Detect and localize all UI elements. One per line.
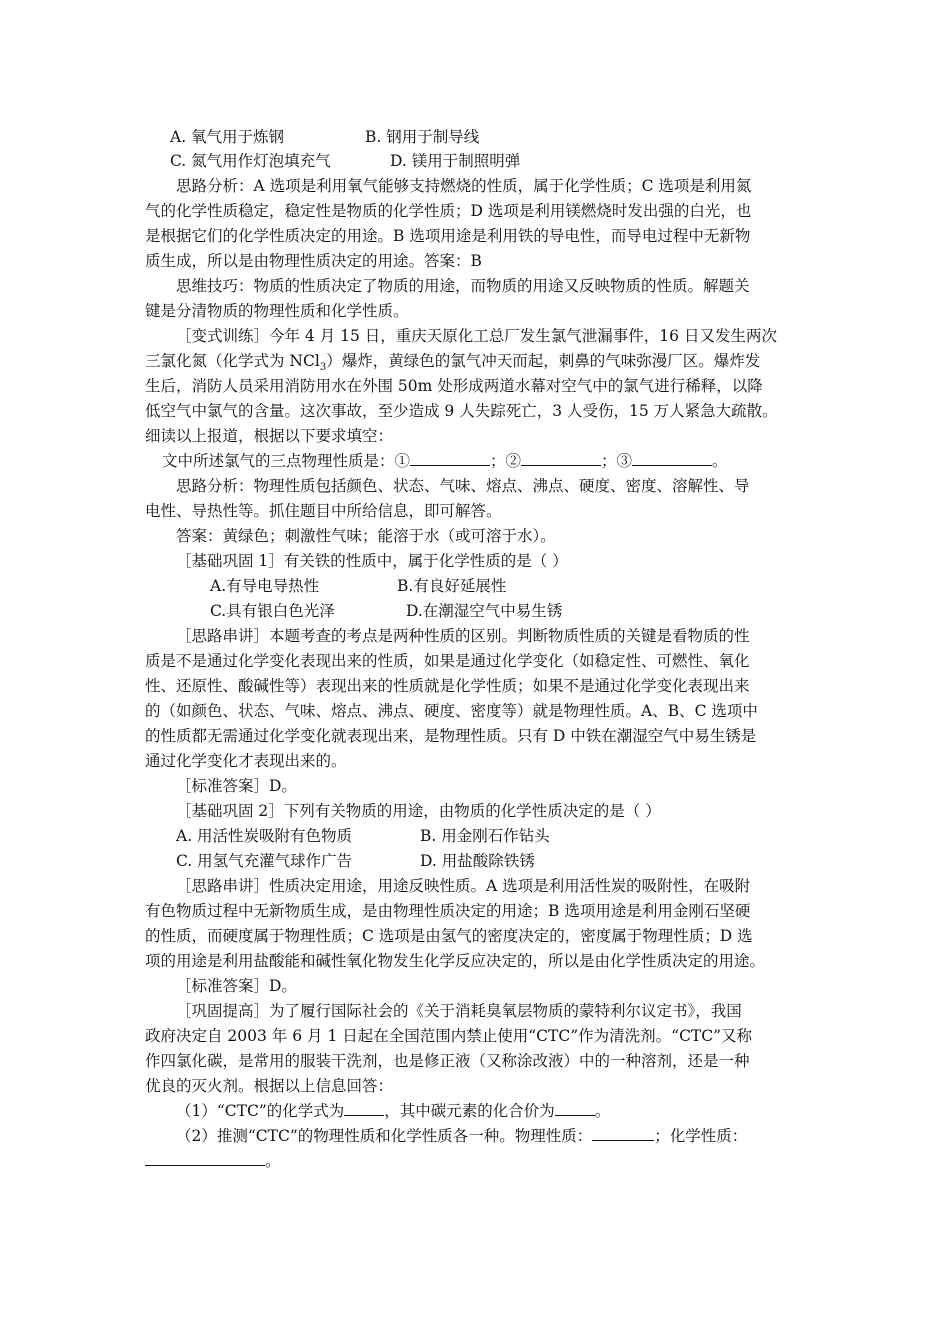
text-line: 是根据它们的化学性质决定的用途。B 选项用途是利用铁的导电性，而导电过程中无新物 <box>145 227 751 245</box>
text-line: 的（如颜色、状态、气味、熔点、沸点、硬度、密度等）就是物理性质。A、B、C 选项中 <box>145 702 758 720</box>
answer-blank[interactable] <box>632 449 712 466</box>
option-d: D.在潮湿空气中易生锈 <box>406 602 563 620</box>
text-line: 质是不是通过化学变化表现出来的性质，如果是通过化学变化（如稳定性、可燃性、氧化 <box>145 652 750 670</box>
fill-blank-line: （1）“CTC”的化学式为 ，其中碳元素的化合价为 。 <box>176 1099 610 1123</box>
text-line: 质生成，所以是由物理性质决定的用途。答案：B <box>145 252 482 270</box>
subscript: 3 <box>319 362 327 374</box>
option-a: A.有导电导热性 <box>210 577 320 595</box>
text-line: 思维技巧：物质的性质决定了物质的用途，而物质的用途又反映物质的性质。解题关 <box>176 277 750 295</box>
text-line: 三氯化氮（化学式为 NCl$_3$）爆炸，黄绿色的氯气冲天而起，刺鼻的气味弥漫厂区。爆炸发 <box>145 352 761 374</box>
text-line: ［思路串讲］性质决定用途，用途反映性质。A 选项是利用活性炭的吸附性，在吸附 <box>176 877 751 895</box>
option-d: D. 镁用于制照明弹 <box>390 152 521 170</box>
text-line: 政府决定自 2003 年 6 月 1 日起在全国范围内禁止使用“CTC”作为清洗剂。“CTC”又称 <box>145 1027 753 1045</box>
question-heading: ［基础巩固 1］有关铁的性质中，属于化学性质的是（ ） <box>176 552 568 570</box>
text-line: 优良的灭火剂。根据以上信息回答： <box>145 1077 394 1095</box>
answer-blank[interactable] <box>145 1149 265 1166</box>
text-line: 答案：黄绿色；刺激性气味；能溶于水（或可溶于水）。 <box>176 527 556 545</box>
option-d: D. 用盐酸除铁锈 <box>420 852 535 870</box>
text-line: 气的化学性质稳定，稳定性是物质的化学性质；D 选项是利用镁燃烧时发出强的白光，也 <box>145 202 752 220</box>
option-a: A. 用活性炭吸附有色物质 <box>176 827 353 845</box>
fill-blank-line: （2）推测“CTC”的物理性质和化学性质各一种。物理性质： ；化学性质： <box>176 1124 747 1148</box>
standard-answer: ［标准答案］D。 <box>176 977 297 995</box>
option-c: C. 氮气用作灯泡填充气 <box>170 152 331 170</box>
option-b: B. 钢用于制导线 <box>365 128 480 146</box>
answer-blank[interactable] <box>592 1124 654 1141</box>
answer-blank[interactable] <box>410 449 490 466</box>
fill-blank-line: 。 <box>145 1149 281 1173</box>
text-line: 思路分析：A 选项是利用氧气能够支持燃烧的性质，属于化学性质；C 选项是利用氮 <box>176 177 752 195</box>
option-b: B. 用金刚石作钻头 <box>420 827 550 845</box>
text-line: 作四氯化碳，是常用的服装干洗剂，也是修正液（又称涂改液）中的一种溶剂，还是一种 <box>145 1052 750 1070</box>
text-line: 通过化学变化才表现出来的。 <box>145 752 347 770</box>
text-line: ［巩固提高］为了履行国际社会的《关于消耗臭氧层物质的蒙特利尔议定书》，我国 <box>176 1002 742 1020</box>
option-b: B.有良好延展性 <box>397 577 507 595</box>
option-c: C.具有银白色光泽 <box>210 602 335 620</box>
answer-blank[interactable] <box>521 449 601 466</box>
text-line: 低空气中氯气的含量。这次事故，至少造成 9 人失踪死亡，3 人受伤，15 万人紧急大疏散。 <box>145 402 778 420</box>
answer-blank[interactable] <box>344 1099 384 1116</box>
option-c: C. 用氢气充灌气球作广告 <box>176 852 353 870</box>
text-line: 性、还原性、酸碱性等）表现出来的性质就是化学性质；如果不是通过化学变化表现出来 <box>145 677 750 695</box>
text-line: 细读以上报道，根据以下要求填空： <box>145 427 394 445</box>
answer-blank[interactable] <box>555 1099 595 1116</box>
text-line: 的性质都无需通过化学变化就表现出来，是物理性质。只有 D 中铁在潮湿空气中易生锈是 <box>145 727 757 745</box>
text-line: 生后，消防人员采用消防用水在外围 50m 处形成两道水幕对空气中的氯气进行稀释，以降 <box>145 377 763 395</box>
text-line: ［思路串讲］本题考查的考点是两种性质的区别。判断物质性质的关键是看物质的性 <box>176 627 750 645</box>
text-line: 有色物质过程中无新物质生成，是由物理性质决定的用途；B 选项用途是利用金刚石坚硬 <box>145 902 751 920</box>
fill-blank-line: 文中所述氯气的三点物理性质是：① ；② ；③ 。 <box>162 449 728 473</box>
option-a: A. 氧气用于炼钢 <box>170 128 285 146</box>
text-line: 的性质，而硬度属于物理性质；C 选项是由氢气的密度决定的，密度属于物理性质；D 选 <box>145 927 753 945</box>
question-heading: ［基础巩固 2］下列有关物质的用途，由物质的化学性质决定的是（ ） <box>176 802 661 820</box>
text-line: 项的用途是利用盐酸能和碱性氧化物发生化学反应决定的，所以是由化学性质决定的用途。 <box>145 952 766 970</box>
text-line: 键是分清物质的物理性质和化学性质。 <box>145 302 409 320</box>
text-line: 电性、导热性等。抓住题目中所给信息，即可解答。 <box>145 502 502 520</box>
standard-answer: ［标准答案］D。 <box>176 777 297 795</box>
text-line: 思路分析：物理性质包括颜色、状态、气味、熔点、沸点、硬度、密度、溶解性、导 <box>176 477 750 495</box>
text-line: ［变式训练］今年 4 月 15 日，重庆天原化工总厂发生氯气泄漏事件，16 日又发生两次 <box>176 327 777 345</box>
